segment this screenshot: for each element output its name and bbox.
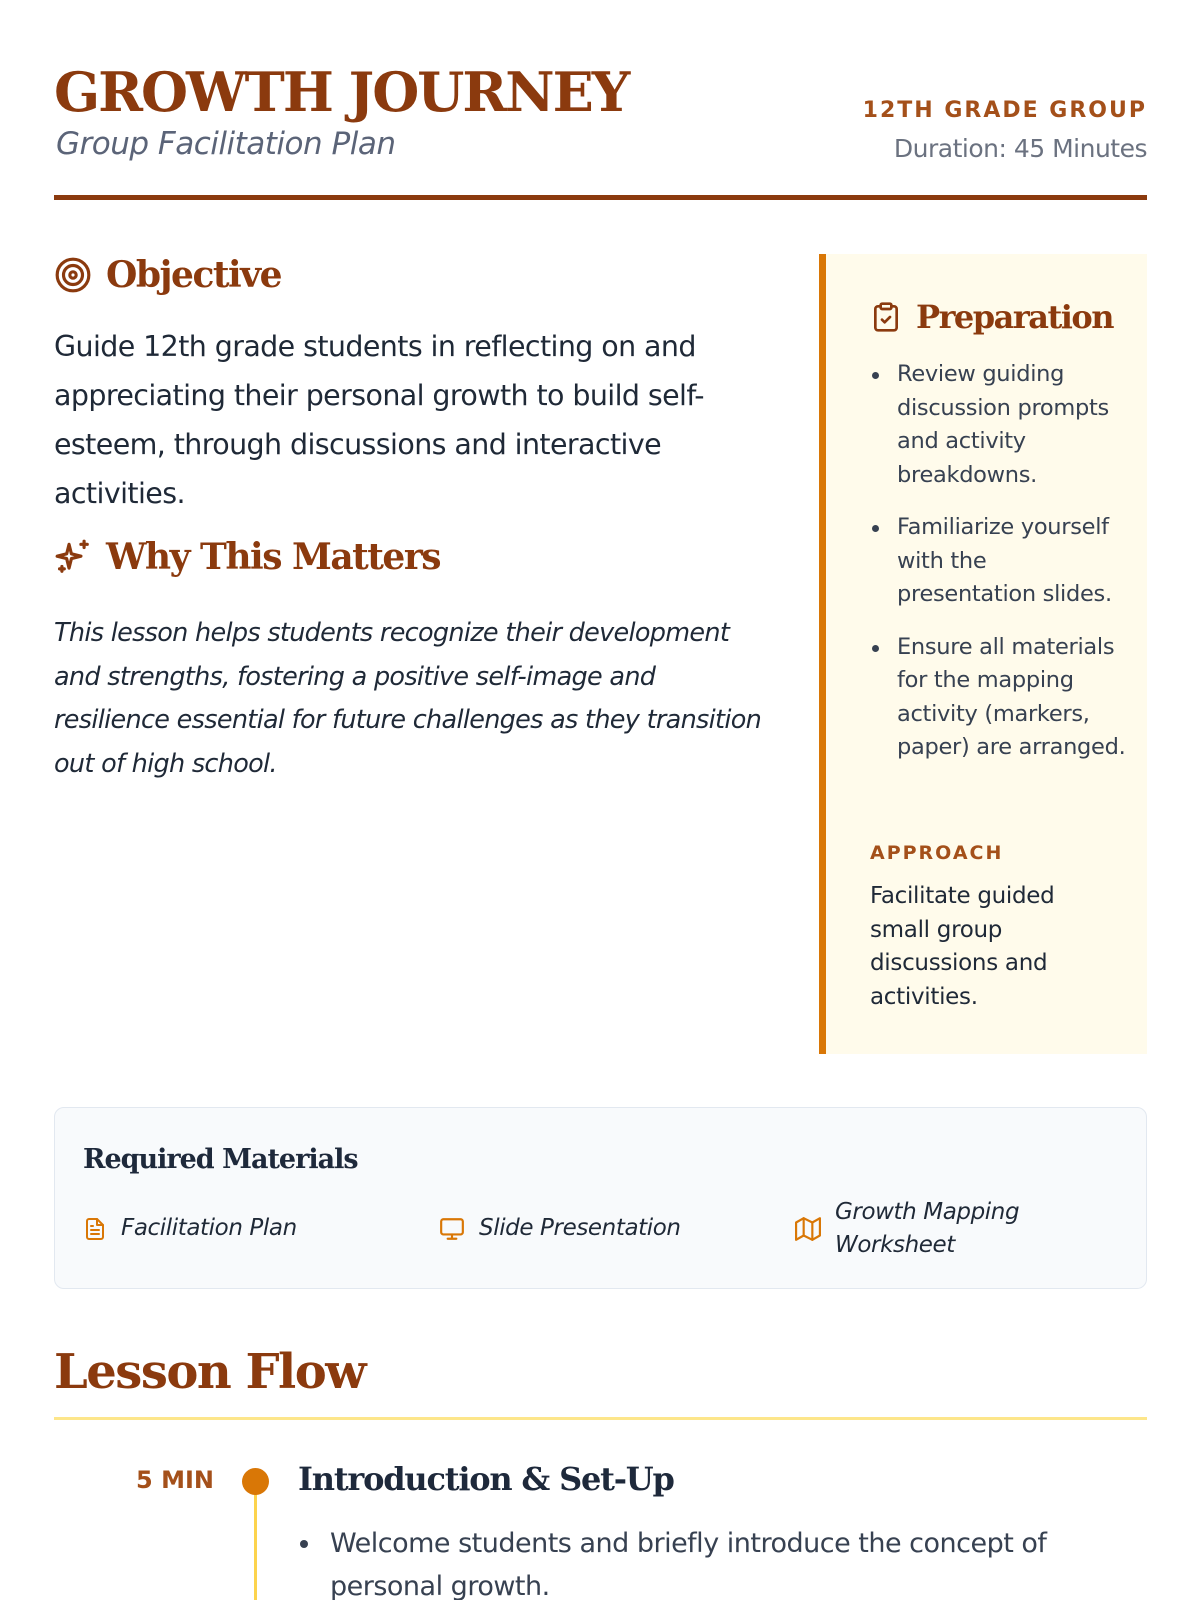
sparkles-icon bbox=[54, 538, 92, 576]
monitor-icon bbox=[439, 1216, 465, 1242]
objective-text: Guide 12th grade students in reflecting on and appreciating their personal growth to build self-esteem, through discussions and interactive activities. bbox=[54, 330, 704, 510]
list-item: Familiarize yourself with the presentation slides. bbox=[870, 511, 1130, 612]
list-item: Ensure all materials for the mapping activity (markers, paper) are arranged. bbox=[870, 631, 1130, 765]
material-item bbox=[795, 1196, 1065, 1262]
objective-heading: Objective bbox=[106, 254, 282, 296]
preparation-list bbox=[870, 358, 1130, 784]
approach-label: APPROACH bbox=[870, 842, 1004, 864]
material-label: Facilitation Plan bbox=[121, 1215, 297, 1241]
page-title: GROWTH JOURNEY bbox=[54, 60, 629, 124]
why-heading-row bbox=[54, 536, 440, 578]
materials-heading: Required Materials bbox=[83, 1144, 358, 1175]
clipboard-check-icon bbox=[870, 301, 902, 333]
timeline-line bbox=[254, 1490, 257, 1600]
page-subtitle: Group Facilitation Plan bbox=[56, 126, 396, 162]
step-duration: 5 MIN bbox=[136, 1466, 214, 1494]
why-heading: Why This Matters bbox=[106, 536, 441, 578]
timeline-dot bbox=[242, 1468, 269, 1495]
material-label: Growth Mapping Worksheet bbox=[835, 1199, 1020, 1258]
map-icon bbox=[795, 1216, 821, 1242]
step-title: Introduction & Set-Up bbox=[298, 1460, 674, 1498]
why-text: This lesson helps students recognize their development and strengths, fostering a positive self-image and resilience essential for future challenges as they transition out of high school. bbox=[54, 618, 762, 779]
document-icon bbox=[83, 1216, 107, 1242]
preparation-panel bbox=[819, 254, 1147, 1054]
material-label: Slide Presentation bbox=[479, 1215, 681, 1241]
list-item: Review guiding discussion prompts and activity breakdowns. bbox=[870, 358, 1130, 492]
material-item bbox=[439, 1212, 681, 1245]
page-header bbox=[54, 60, 1147, 200]
target-icon bbox=[54, 256, 92, 294]
grade-label: 12TH GRADE GROUP bbox=[862, 98, 1147, 123]
material-item bbox=[83, 1212, 297, 1245]
approach-text: Facilitate guided small group discussions and activities. bbox=[870, 883, 1055, 1010]
required-materials-card bbox=[54, 1107, 1147, 1289]
preparation-heading: Preparation bbox=[916, 298, 1114, 336]
objective-heading-row bbox=[54, 254, 281, 296]
divider bbox=[54, 1417, 1147, 1420]
duration-label: Duration: 45 Minutes bbox=[893, 134, 1147, 163]
preparation-heading-row bbox=[870, 298, 1113, 336]
step-points bbox=[298, 1522, 1128, 1600]
list-item: Welcome students and briefly introduce the concept of personal growth. bbox=[298, 1522, 1128, 1600]
lesson-flow-heading: Lesson Flow bbox=[54, 1344, 366, 1400]
